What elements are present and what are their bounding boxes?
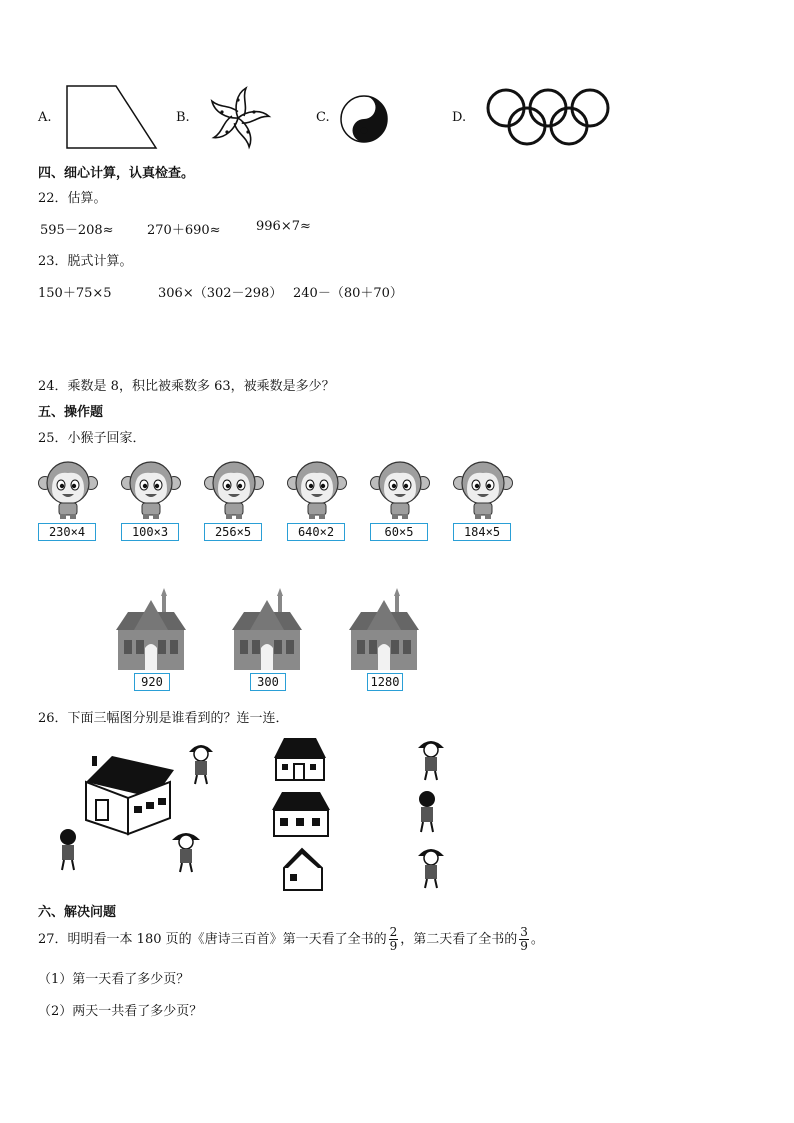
monkey-icon — [370, 459, 430, 525]
house-icon — [347, 586, 421, 676]
monkey-icon — [287, 459, 347, 525]
olympic-rings-icon — [484, 86, 616, 148]
q27-text — [38, 926, 544, 953]
monkey-expression-box[interactable]: 640×2 — [287, 523, 345, 541]
child-view-2-icon — [410, 788, 444, 834]
monkey-icon — [204, 459, 264, 525]
house-view-front-icon — [270, 736, 330, 782]
fraction-1-denominator: 9 — [389, 939, 398, 953]
child-view-1-icon — [414, 736, 448, 782]
q22-label: 22．估算。 — [38, 191, 107, 206]
q22-item-2: 270＋690≈ — [147, 223, 221, 238]
fraction-1-numerator: 2 — [389, 925, 398, 939]
fraction-2-numerator: 3 — [520, 925, 528, 939]
monkey-icon — [121, 459, 181, 525]
large-house-icon — [78, 752, 178, 836]
monkey-icon — [38, 459, 98, 525]
q26-text: 26．下面三幅图分别是谁看到的？连一连． — [38, 711, 289, 726]
house-view-side-icon — [270, 790, 332, 838]
q23-item-1: 150＋75×5 — [38, 286, 112, 301]
house-number-box[interactable]: 1280 — [367, 673, 403, 691]
q27-sub-1: （1）第一天看了多少页？ — [38, 972, 190, 987]
house-number-box[interactable]: 920 — [134, 673, 170, 691]
option-d-label: D. — [452, 110, 467, 125]
house-icon — [230, 586, 304, 676]
q27-sub-2: （2）两天一共看了多少页？ — [38, 1004, 203, 1019]
child-figure-top-icon — [183, 740, 219, 786]
q22-item-1: 595－208≈ — [40, 223, 114, 238]
option-c-label: C. — [316, 110, 330, 125]
house-view-gable-icon — [278, 846, 328, 892]
house-icon — [114, 586, 188, 676]
q25-label: 25．小猴子回家． — [38, 431, 146, 446]
trapezoid-icon — [64, 84, 160, 150]
monkey-expression-box[interactable]: 256×5 — [204, 523, 262, 541]
q27-text-b: ，第二天看了全书的 — [400, 932, 518, 947]
yin-yang-icon — [339, 94, 389, 144]
q23-label: 23．脱式计算。 — [38, 254, 133, 269]
monkey-icon — [453, 459, 513, 525]
child-figure-right-icon — [168, 828, 204, 874]
section-4-heading: 四、细心计算，认真检查。 — [38, 166, 195, 181]
bauhinia-icon — [203, 84, 273, 152]
q27-text-a: 27．明明看一本 180 页的《唐诗三百首》第一天看了全书的 — [38, 932, 387, 947]
q24-text: 24．乘数是 8，积比被乘数多 63，被乘数是多少？ — [38, 379, 335, 394]
monkey-expression-box[interactable]: 184×5 — [453, 523, 511, 541]
q23-item-3: 240－（80＋70） — [293, 286, 403, 301]
section-5-heading: 五、操作题 — [38, 405, 104, 420]
q27-text-c: 。 — [530, 932, 544, 947]
monkey-expression-box[interactable]: 100×3 — [121, 523, 179, 541]
child-figure-left-icon — [50, 826, 86, 872]
option-a-label: A. — [38, 110, 52, 125]
option-b-label: B. — [176, 110, 190, 125]
house-number-box[interactable]: 300 — [250, 673, 286, 691]
section-6-heading: 六、解决问题 — [38, 905, 117, 920]
q27-fraction-2 — [519, 926, 529, 953]
q22-item-3: 996×7≈ — [256, 219, 311, 234]
monkey-expression-box[interactable]: 60×5 — [370, 523, 428, 541]
q23-item-2: 306×（302－298） — [158, 286, 283, 301]
fraction-2-denominator: 9 — [520, 939, 528, 953]
child-view-3-icon — [414, 844, 448, 890]
monkey-expression-box[interactable]: 230×4 — [38, 523, 96, 541]
q27-fraction-1 — [389, 926, 399, 953]
